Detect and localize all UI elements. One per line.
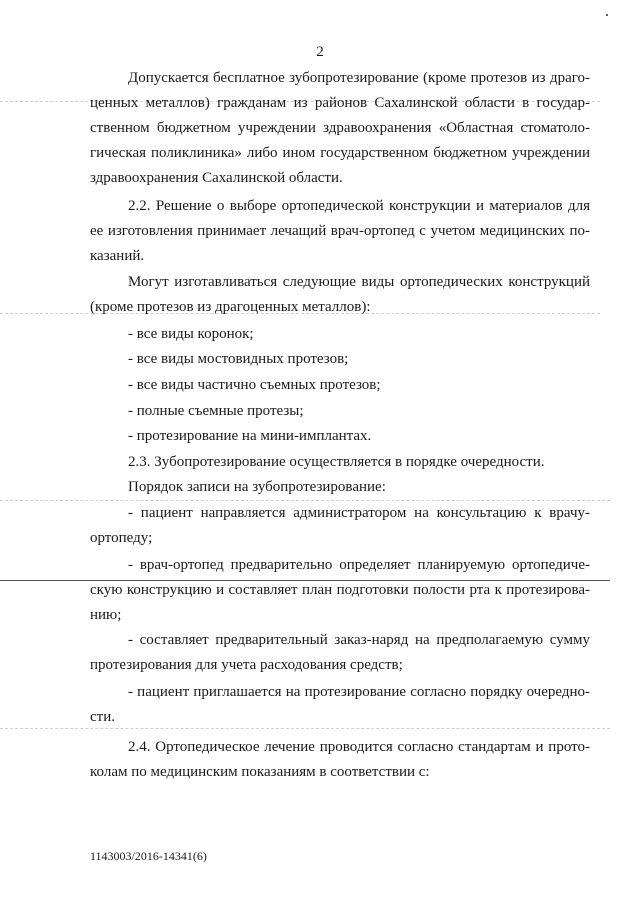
text-line: нию;	[90, 607, 122, 623]
text-line: - все виды частично съемных протезов;	[128, 377, 381, 393]
text-line: протезирования для учета расходования средств;	[90, 657, 403, 673]
procedure-step	[90, 680, 590, 730]
procedure-step	[90, 501, 590, 551]
document-code: 1143003/2016-14341(6)	[90, 849, 207, 863]
text-line: - все виды мостовидных протезов;	[128, 351, 349, 367]
text-line: 2.3. Зубопротезирование осуществляется в порядке очередности.	[128, 454, 545, 470]
text-line: - составляет предварительный заказ-наряд на предполагаемую сумму	[128, 632, 590, 648]
list-item	[90, 424, 590, 449]
paragraph-dental-prosthetics-allowed	[90, 66, 590, 191]
text-line: - врач-ортопед предварительно определяет планируемую ортопедиче-	[128, 557, 590, 573]
procedure-step	[90, 628, 590, 678]
text-line: (кроме протезов из драгоценных металлов):	[90, 299, 371, 315]
procedure-step	[90, 553, 590, 628]
text-line: скую конструкцию и составляет план подготовки полости рта к протезирова-	[90, 582, 590, 598]
list-item	[90, 322, 590, 347]
text-line: ее изготовления принимает лечащий врач-ортопед с учетом медицинских по-	[90, 223, 590, 239]
text-line: 2.4. Ортопедическое лечение проводится согласно стандартам и прото-	[128, 739, 590, 755]
text-line: ственном бюджетном учреждении здравоохранения «Областная стоматоло-	[90, 120, 590, 136]
text-line: - пациент приглашается на протезирование согласно порядку очередно-	[128, 684, 590, 700]
paragraph-construction-types	[90, 270, 590, 320]
text-line: здравоохранения Сахалинской области.	[90, 170, 343, 186]
text-line: - пациент направляется администратором на консультацию к врачу-	[128, 505, 590, 521]
text-line: гическая поликлиника» либо ином государственном бюджетном учреждении	[90, 145, 590, 161]
text-line: - полные съемные протезы;	[128, 403, 304, 419]
text-line: - протезирование на мини-имплантах.	[128, 428, 372, 444]
text-line: колам по медицинским показаниям в соответствии с:	[90, 764, 430, 780]
list-item	[90, 399, 590, 424]
paragraph-2-2	[90, 194, 590, 269]
text-line: казаний.	[90, 248, 145, 264]
page-number: 2	[316, 44, 324, 60]
text-line: Могут изготавливаться следующие виды ортопедических конструкций	[128, 274, 590, 290]
list-item	[90, 373, 590, 398]
text-line: Допускается бесплатное зубопротезирование (кроме протезов из драго-	[128, 70, 590, 86]
scan-dot	[606, 14, 608, 16]
text-line: сти.	[90, 709, 115, 725]
text-line: ценных металлов) гражданам из районов Сахалинской области в государ-	[90, 95, 590, 111]
paragraph-registration-order	[90, 475, 590, 500]
paragraph-2-3	[90, 450, 590, 475]
list-item	[90, 347, 590, 372]
paragraph-2-4	[90, 735, 590, 785]
text-line: Порядок записи на зубопротезирование:	[128, 479, 386, 495]
text-line: - все виды коронок;	[128, 326, 254, 342]
text-line: ортопеду;	[90, 530, 153, 546]
text-line: 2.2. Решение о выборе ортопедической конструкции и материалов для	[128, 198, 590, 214]
